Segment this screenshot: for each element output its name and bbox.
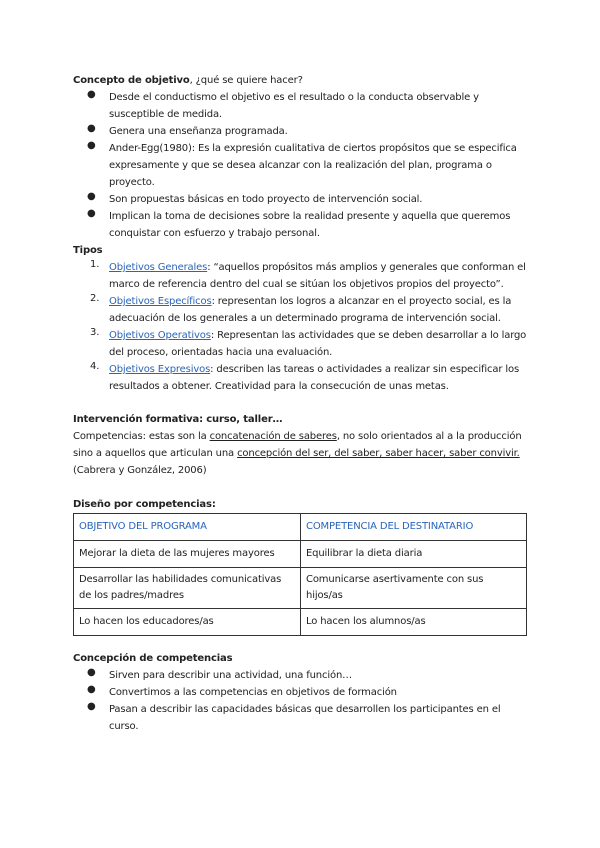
table-header-row — [74, 514, 527, 541]
tipo-item — [73, 327, 533, 361]
section-intervencion — [73, 411, 533, 479]
text-span: de los padres/madres — [79, 590, 184, 601]
heading-concepto-rest: , ¿qué se quiere hacer? — [189, 75, 303, 86]
text-span: Lo hacen los educadores/as — [79, 616, 214, 627]
text-span: Lo hacen los alumnos/as — [306, 616, 426, 627]
bullet-icon: ● — [87, 140, 96, 151]
bullet-text: Convertimos a las competencias en objetivos de formación — [109, 687, 397, 698]
bullet-item — [73, 684, 533, 701]
bullet-icon: ● — [87, 191, 96, 202]
link-objetivos-operativos[interactable]: Objetivos Operativos — [109, 330, 211, 341]
bullet-icon: ● — [87, 89, 96, 100]
bullet-text: Son propuestas básicas en todo proyecto de intervención social. — [109, 194, 423, 205]
tipo-text: adecuación de los generales a un determinado programa de intervención social. — [109, 313, 501, 324]
tipo-text: : describen las tareas o actividades a realizar sin especificar los — [210, 364, 520, 375]
table-row — [74, 568, 527, 609]
bullet-item — [73, 191, 533, 208]
heading-diseno: Diseño por competencias: — [73, 499, 216, 510]
tipo-text: marco de referencia dentro del cual se sitúan los objetivos propios del proyecto”. — [109, 279, 504, 290]
table-cell — [301, 541, 527, 568]
bullet-text: Desde el conductismo el objetivo es el resultado o la conducta observable y — [109, 92, 479, 103]
bullet-item — [73, 123, 533, 140]
bullet-item — [73, 667, 533, 684]
table-cell — [74, 541, 301, 568]
section-concepto — [73, 72, 533, 395]
tipo-item — [73, 293, 533, 327]
list-number: 3. — [90, 327, 100, 338]
bullet-text: conquistar con esfuerzo y trabajo personal. — [109, 228, 320, 239]
list-number: 1. — [90, 259, 100, 270]
bullet-icon: ● — [87, 208, 96, 219]
competencias-table — [73, 513, 527, 636]
bullet-text: susceptible de medida. — [109, 109, 222, 120]
bullet-icon: ● — [87, 667, 96, 678]
bullet-text: Genera una enseñanza programada. — [109, 126, 288, 137]
text-span: Competencias: estas son la — [73, 431, 210, 442]
section-diseno — [73, 496, 533, 513]
link-objetivos-generales[interactable]: Objetivos Generales — [109, 262, 208, 273]
table-header-cell: OBJETIVO DEL PROGRAMA — [74, 514, 301, 541]
tipo-text: : “aquellos propósitos más amplios y generales que conforman el — [207, 262, 526, 273]
text-span: Equilibrar la dieta diaria — [306, 548, 423, 559]
tipo-text: : Representan las actividades que se deben desarrollar a lo largo — [210, 330, 527, 341]
link-objetivos-expresivos[interactable]: Objetivos Expresivos — [109, 364, 211, 375]
underlined-text: concatenación de saberes — [209, 431, 337, 442]
section-concepcion — [73, 650, 533, 735]
link-objetivos-especificos[interactable]: Objetivos Específicos — [109, 296, 212, 307]
bullet-item — [73, 701, 533, 735]
table-cell — [301, 609, 527, 636]
bullet-icon: ● — [87, 123, 96, 134]
bullet-text: Sirven para describir una actividad, una función… — [109, 670, 352, 681]
bullet-icon: ● — [87, 684, 96, 695]
heading-intervencion: Intervención formativa: curso, taller… — [73, 414, 283, 425]
heading-tipos: Tipos — [73, 245, 103, 256]
tipo-item — [73, 361, 533, 395]
text-span: sino a aquellos que articulan una — [73, 448, 238, 459]
bullet-text: curso. — [109, 721, 139, 732]
bullet-text: Pasan a describir las capacidades básicas que desarrollen los participantes en el — [109, 704, 501, 715]
table-cell — [301, 568, 527, 609]
list-number: 4. — [90, 361, 100, 372]
text-span: , no solo orientados al a la producción — [336, 431, 522, 442]
bullet-item — [73, 89, 533, 123]
bullet-text: expresamente y que se desea alcanzar con la realización del plan, programa o — [109, 160, 492, 171]
table-cell — [74, 609, 301, 636]
tipo-text: del proceso, orientadas hacia una evaluación. — [109, 347, 333, 358]
bullet-item — [73, 208, 533, 242]
bullet-item — [73, 140, 533, 191]
tipo-text: resultados a obtener. Creatividad para la consecución de unas metas. — [109, 381, 449, 392]
table-cell — [74, 568, 301, 609]
tipo-text: : representan los logros a alcanzar en el proyecto social, es la — [211, 296, 512, 307]
underlined-text: concepción del ser, del saber, saber hacer, saber convivir. — [237, 448, 520, 459]
bullet-text: Implican la toma de decisiones sobre la realidad presente y aquella que queremos — [109, 211, 511, 222]
bullet-text: Ander-Egg(1980): Es la expresión cualitativa de ciertos propósitos que se especifica — [109, 143, 517, 154]
bullet-text: proyecto. — [109, 177, 155, 188]
text-span: Desarrollar las habilidades comunicativas — [79, 574, 282, 585]
heading-concepto-bold: Concepto de objetivo — [73, 75, 190, 86]
heading-concepto — [73, 72, 533, 89]
table-row — [74, 541, 527, 568]
citation: (Cabrera y González, 2006) — [73, 465, 207, 476]
text-span: hijos/as — [306, 590, 343, 601]
text-span: Comunicarse asertivamente con sus — [306, 574, 484, 585]
table-row — [74, 609, 527, 636]
intervencion-line — [73, 445, 533, 462]
bullet-icon: ● — [87, 701, 96, 712]
tipo-item — [73, 259, 533, 293]
table-header-cell: COMPETENCIA DEL DESTINATARIO — [301, 514, 527, 541]
intervencion-line — [73, 428, 533, 445]
heading-concepcion: Concepción de competencias — [73, 653, 233, 664]
list-number: 2. — [90, 293, 100, 304]
text-span: Mejorar la dieta de las mujeres mayores — [79, 548, 275, 559]
